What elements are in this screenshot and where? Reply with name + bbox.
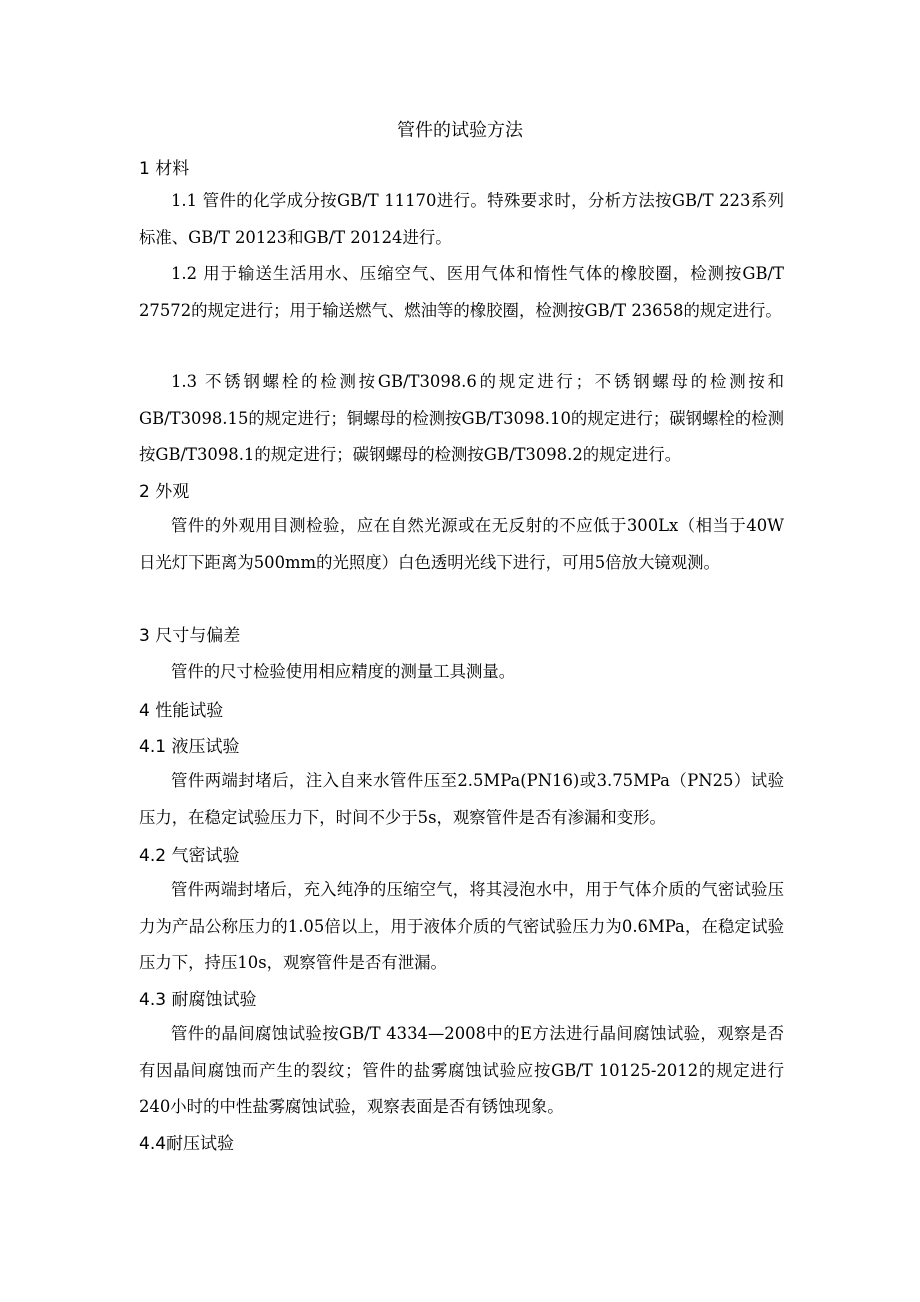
paragraph-2: 管件的外观用目测检验，应在自然光源或在无反射的不应低于300Lx（相当于40W日光灯下距离为500mm的光照度）白色透明光线下进行，可用5倍放大镜观测。 [139, 516, 784, 572]
section-heading-dimensions: 3 尺寸与偏差 [139, 626, 241, 646]
section-heading-airtight: 4.2 气密试验 [139, 846, 240, 866]
paragraph-4-2: 管件两端封堵后，充入纯净的压缩空气，将其浸泡水中，用于气体介质的气密试验压力为产品公称压力的1.05倍以上，用于液体介质的气密试验压力为0.6MPa，在稳定试验压力下，持压10s，观察管件是否有泄漏。 [139, 880, 784, 972]
section-heading-corrosion: 4.3 耐腐蚀试验 [139, 990, 257, 1010]
section-heading-appearance: 2 外观 [139, 482, 190, 502]
paragraph-1-2: 1.2 用于输送生活用水、压缩空气、医用气体和惰性气体的橡胶圈，检测按GB/T 27572的规定进行；用于输送燃气、燃油等的橡胶圈，检测按GB/T 23658的规定进行。 [139, 264, 784, 320]
paragraph-3: 管件的尺寸检验使用相应精度的测量工具测量。 [171, 662, 516, 681]
paragraph-1-1: 1.1 管件的化学成分按GB/T 11170进行。特殊要求时，分析方法按GB/T 223系列标准、GB/T 20123和GB/T 20124进行。 [139, 191, 784, 247]
paragraph-4-1: 管件两端封堵后，注入自来水管件压至2.5MPa(PN16)或3.75MPa（PN25）试验压力，在稳定试验压力下，时间不少于5s，观察管件是否有渗漏和变形。 [139, 771, 784, 827]
section-heading-hydraulic: 4.1 液压试验 [139, 737, 240, 757]
paragraph-1-3: 1.3 不锈钢螺栓的检测按GB/T3098.6的规定进行；不锈钢螺母的检测按和GB/T3098.15的规定进行；铜螺母的检测按GB/T3098.10的规定进行；碳钢螺栓的检测按GB/T3098.1的规定进行；碳钢螺母的检测按GB/T3098.2的规定进行。 [139, 372, 784, 464]
section-heading-performance: 4 性能试验 [139, 701, 224, 721]
paragraph-4-3: 管件的晶间腐蚀试验按GB/T 4334—2008中的E方法进行晶间腐蚀试验，观察是否有因晶间腐蚀而产生的裂纹；管件的盐雾腐蚀试验应按GB/T 10125-2012的规定进行240小时的中性盐雾腐蚀试验，观察表面是否有锈蚀现象。 [139, 1024, 784, 1116]
section-heading-materials: 1 材料 [139, 159, 190, 179]
document-title: 管件的试验方法 [397, 120, 523, 141]
section-heading-pressure: 4.4耐压试验 [139, 1134, 235, 1154]
